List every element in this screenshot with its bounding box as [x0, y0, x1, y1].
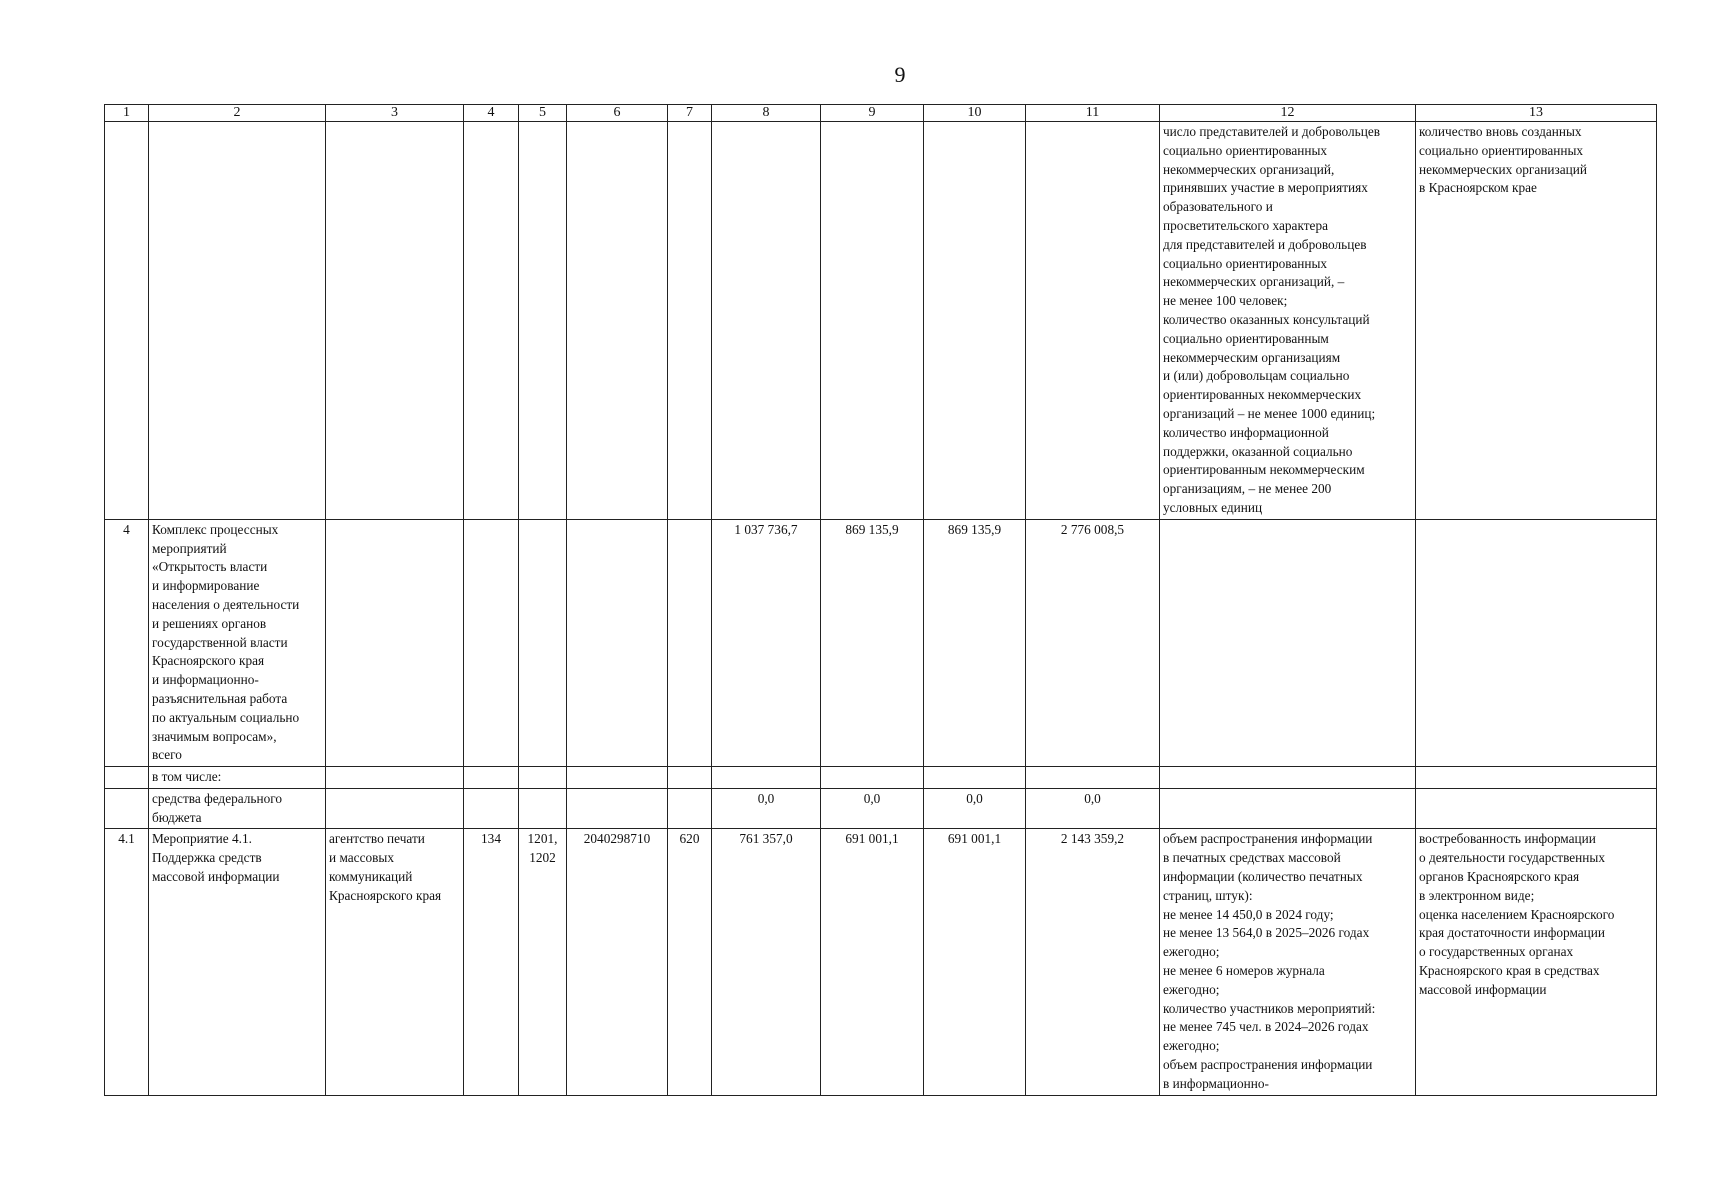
complex-4-amount-2026: 869 135,9 — [924, 519, 1026, 766]
measure-4-1-results: востребованность информации о деятельности государственных органов Красноярского края в электронном виде; оценка населением Красноярского края достаточности информации о государственных органах Красноярского края в средствах массовой информации — [1416, 829, 1657, 1095]
federal-amount-2024: 0,0 — [712, 788, 821, 829]
measure-4-1-name: Мероприятие 4.1. Поддержка средств массовой информации — [149, 829, 326, 1095]
measure-4-1-section-code: 1201, 1202 — [519, 829, 567, 1095]
col-header-6: 6 — [567, 105, 668, 122]
measure-4-1-executor: агентство печати и массовых коммуникаций Красноярского края — [326, 829, 464, 1095]
continued-indicators: число представителей и добровольцев социально ориентированных некоммерческих организаций, принявших участие в мероприятиях образовательного и просветительского характера для представителей и добровольцев социально ориентированных некоммерческих организаций, – не менее 100 человек; количество оказанных консультаций социально ориентированным некоммерческим организациям и (или) добровольцам социально ориентированных некоммерческих организаций – не менее 1000 единиц; количество информационной поддержки, оказанной социально ориентированным некоммерческим организациям, – не менее 200 условных единиц — [1160, 122, 1416, 520]
col-header-9: 9 — [821, 105, 924, 122]
measure-4-1-amount-2024: 761 357,0 — [712, 829, 821, 1095]
col-header-10: 10 — [924, 105, 1026, 122]
including-label: в том числе: — [149, 767, 326, 789]
complex-4-name: Комплекс процессных мероприятий «Открытость власти и информирование населения о деятельности и решениях органов государственной власти Красноярского края и информационно- разъяснительная работа по актуальным социально значимым вопросам», всего — [149, 519, 326, 766]
col-header-3: 3 — [326, 105, 464, 122]
federal-amount-2026: 0,0 — [924, 788, 1026, 829]
column-number-row — [105, 105, 1657, 122]
including-row — [105, 767, 1657, 789]
col-header-7: 7 — [668, 105, 712, 122]
col-header-8: 8 — [712, 105, 821, 122]
col-header-4: 4 — [464, 105, 519, 122]
continued-row — [105, 122, 1657, 520]
col-header-11: 11 — [1026, 105, 1160, 122]
measure-4-1-row — [105, 829, 1657, 1095]
col-header-2: 2 — [149, 105, 326, 122]
complex-4-row — [105, 519, 1657, 766]
col-header-1: 1 — [105, 105, 149, 122]
complex-4-amount-2025: 869 135,9 — [821, 519, 924, 766]
complex-4-amount-2024: 1 037 736,7 — [712, 519, 821, 766]
col-header-13: 13 — [1416, 105, 1657, 122]
col-header-12: 12 — [1160, 105, 1416, 122]
row-number: 4.1 — [105, 829, 149, 1095]
measure-4-1-expense-type: 620 — [668, 829, 712, 1095]
measure-4-1-grbs-code: 134 — [464, 829, 519, 1095]
complex-4-amount-total: 2 776 008,5 — [1026, 519, 1160, 766]
federal-budget-label: средства федерального бюджета — [149, 788, 326, 829]
measure-4-1-amount-total: 2 143 359,2 — [1026, 829, 1160, 1095]
measure-4-1-indicators: объем распространения информации в печатных средствах массовой информации (количество печатных страниц, штук): не менее 14 450,0 в 2024 году; не менее 13 564,0 в 2025–2026 годах ежегодно; не менее 6 номеров журнала ежегодно; количество участников мероприятий: не менее 745 чел. в 2024–2026 годах ежегодно; объем распространения информации в информационно- — [1160, 829, 1416, 1095]
row-number: 4 — [105, 519, 149, 766]
measure-4-1-target-code: 2040298710 — [567, 829, 668, 1095]
page-number: 9 — [894, 62, 906, 87]
federal-amount-2025: 0,0 — [821, 788, 924, 829]
continued-results: количество вновь созданных социально ориентированных некоммерческих организаций в Красноярском крае — [1416, 122, 1657, 520]
federal-amount-total: 0,0 — [1026, 788, 1160, 829]
measure-4-1-amount-2025: 691 001,1 — [821, 829, 924, 1095]
program-table — [104, 104, 1657, 1096]
federal-budget-row — [105, 788, 1657, 829]
measure-4-1-amount-2026: 691 001,1 — [924, 829, 1026, 1095]
col-header-5: 5 — [519, 105, 567, 122]
